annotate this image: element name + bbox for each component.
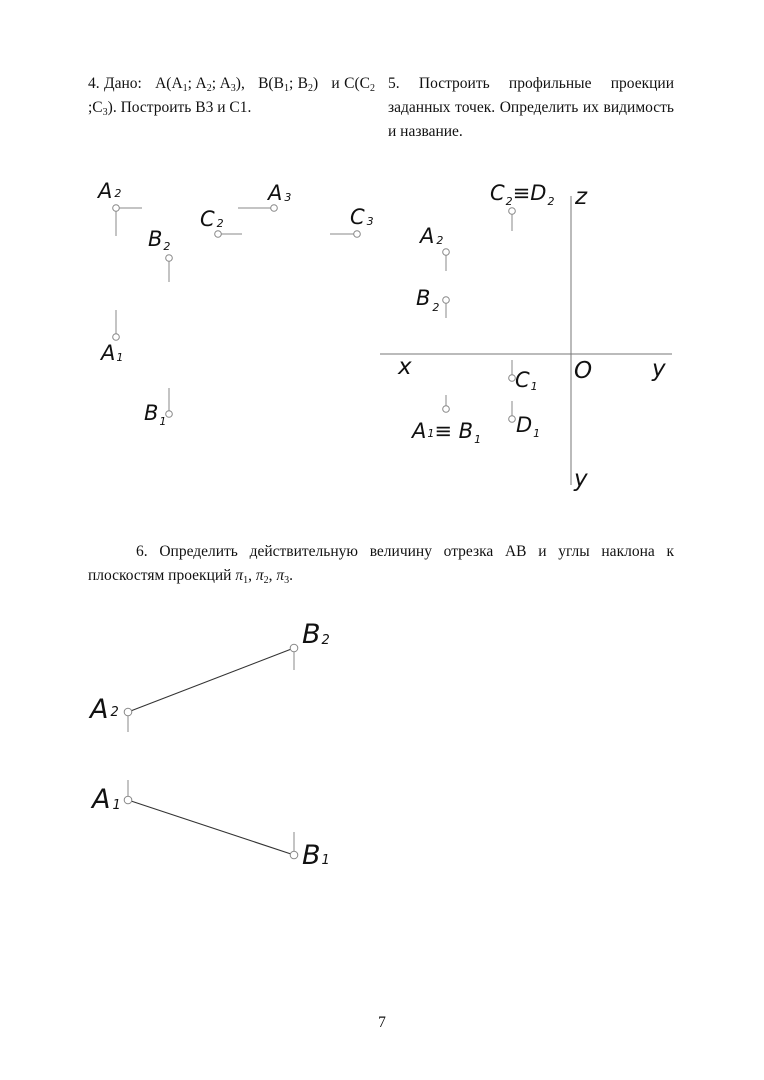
label-B1: B1 (302, 840, 330, 871)
axis-x-label: x (398, 354, 412, 380)
label-B2: B2 (148, 227, 171, 253)
label-B2: B2 (302, 619, 330, 650)
axis-y-vertical-label: y (574, 466, 588, 492)
figure-6-points (124, 644, 298, 859)
point-A1 (124, 796, 132, 804)
figure-5-points (443, 208, 516, 423)
axis-origin-label: O (574, 358, 593, 384)
label-A2: A 2 (420, 224, 444, 248)
label-B2: B $_2$ (416, 286, 440, 314)
label-A1: A 1 (92, 784, 121, 815)
figure-4-labels (96, 179, 374, 428)
point-C2 (215, 231, 222, 238)
point-A2 (443, 249, 450, 256)
label-A2: A 2 (98, 179, 122, 203)
point-B1 (290, 851, 298, 859)
point-B2 (166, 255, 173, 262)
point-A1-B1 (443, 406, 450, 413)
axis-z-label: z (575, 184, 588, 210)
task-6-text: 6. Определить действительную величину отрезка AB и углы наклона к плоскостям проекций $\pi_1$, $\pi_2$, $\pi_3$. (88, 543, 674, 586)
task-5-text: 5. Построить профильные проекции заданных точек. Определить их видимость и название. (388, 75, 674, 140)
label-B1: $B_1$ (144, 401, 167, 428)
label-C1: C1 (515, 368, 538, 393)
figure-5-lines (446, 211, 512, 419)
label-C2: C 2 (200, 207, 224, 231)
point-C3 (354, 231, 361, 238)
figure-6-lines (128, 648, 294, 855)
point-B2 (443, 297, 450, 304)
label-C2-D2: $C_2\equiv D_2$ (490, 181, 555, 208)
point-B1 (166, 411, 173, 418)
label-C3: C 3 (350, 205, 374, 229)
label-A2: A 2 (90, 694, 119, 725)
segment-A2B2 (128, 648, 294, 712)
figure-6-segments (128, 648, 294, 855)
label-A1-B1: $A1\equiv B_1$ (412, 419, 482, 446)
point-A2 (124, 708, 132, 716)
axis-y-horizontal-label: y (652, 356, 666, 382)
point-A3 (271, 205, 278, 212)
page-number: 7 (378, 1014, 386, 1031)
point-D1 (509, 416, 516, 423)
point-A1 (113, 334, 120, 341)
label-D1: $D_1$ (516, 413, 541, 440)
figure-5-labels (397, 181, 666, 492)
segment-A1B1 (128, 800, 294, 855)
task-4-text: 4. Дано: $A(A_1$; $A_2$; $A_3$), $B(B_1$; $B_2$) и $C(C_2$ $;C_3$). Построить B3 и C1. (88, 75, 375, 118)
label-A3: A 3 (268, 181, 292, 205)
point-B2 (290, 644, 298, 652)
point-A2 (113, 205, 120, 212)
point-C2-D2 (509, 208, 516, 215)
label-A1: A1 (101, 341, 124, 365)
